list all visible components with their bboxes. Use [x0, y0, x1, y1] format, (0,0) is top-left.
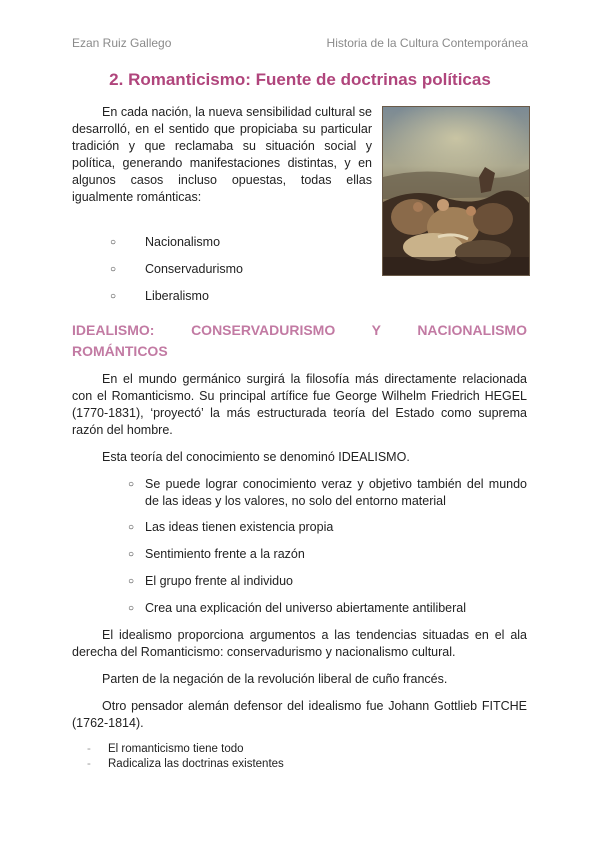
author-name: Ezan Ruiz Gallego [72, 36, 172, 50]
dash-bullet-icon: - [87, 758, 91, 770]
subsection-heading [72, 320, 527, 362]
doctrine-label: Liberalismo [145, 289, 209, 303]
note-item [87, 757, 284, 772]
doctrine-label: Conservadurismo [145, 262, 243, 276]
circle-bullet-icon: ○ [128, 603, 135, 614]
dash-bullet-icon: - [87, 743, 91, 755]
idealism-point [128, 476, 527, 510]
circle-bullet-icon: ○ [128, 576, 135, 587]
circle-bullet-icon: ○ [128, 479, 135, 490]
idealism-point [128, 546, 527, 563]
doctrine-item [110, 261, 243, 278]
circle-bullet-icon: ○ [110, 237, 117, 248]
idealism-point [128, 519, 527, 536]
painting-illustration [383, 107, 529, 275]
idealism-point [128, 600, 527, 617]
doctrine-label: Nacionalismo [145, 235, 221, 249]
idealism-point-text: Las ideas tienen existencia propia [145, 520, 334, 534]
circle-bullet-icon: ○ [110, 291, 117, 302]
note-item [87, 742, 244, 757]
doctrine-item [110, 288, 209, 305]
negation-paragraph: Parten de la negación de la revolución liberal de cuño francés. [102, 672, 448, 686]
idealism-point [128, 573, 527, 590]
circle-bullet-icon: ○ [128, 522, 135, 533]
doctrine-item [110, 234, 221, 251]
note-text: El romanticismo tiene todo [108, 743, 244, 755]
fichte-paragraph: Otro pensador alemán defensor del idealismo fue Johann Gottlieb FITCHE (1762-1814). [72, 699, 527, 730]
intro-paragraph: En cada nación, la nueva sensibilidad cultural se desarrolló, en el sentido que propiciaba su particular tradición y que reclamaba su situación social y política, generando manifestaciones distintas, y en algunos casos incluso opuestas, todas ellas igualmente románticas: [72, 105, 372, 204]
idealism-point-text: Crea una explicación del universo abiertamente antiliberal [145, 601, 467, 615]
page-header [72, 36, 528, 52]
romantic-painting-image [382, 106, 530, 276]
section-title: 2. Romanticismo: Fuente de doctrinas políticas [109, 70, 491, 89]
hegel-paragraph: En el mundo germánico surgirá la filosofía más directamente relacionada con el Romanticismo. Su principal artífice fue George Wilhelm Friedrich HEGEL (1770-1831), ‘proyectó’ la más estructurada teoría del Estado como suprema razón del hombre. [72, 372, 527, 437]
course-name: Historia de la Cultura Contemporánea [326, 36, 528, 50]
circle-bullet-icon: ○ [110, 264, 117, 275]
idealism-point-text: El grupo frente al individuo [145, 574, 294, 588]
idealism-point-text: Sentimiento frente a la razón [145, 547, 305, 561]
subsection-heading-line2: ROMÁNTICOS [72, 343, 168, 359]
circle-bullet-icon: ○ [128, 549, 135, 560]
note-text: Radicaliza las doctrinas existentes [108, 758, 284, 770]
idealism-arguments-paragraph: El idealismo proporciona argumentos a las tendencias situadas en el ala derecha del Romanticismo: conservadurismo y nacionalismo cultural. [72, 628, 527, 659]
idealism-point-text: Se puede lograr conocimiento veraz y objetivo también del mundo de las ideas y los valores, no solo del entorno material [145, 477, 527, 508]
subsection-heading-line1: IDEALISMO: CONSERVADURISMO Y NACIONALISMO [72, 322, 527, 338]
idealism-definition: Esta teoría del conocimiento se denominó IDEALISMO. [102, 450, 410, 464]
